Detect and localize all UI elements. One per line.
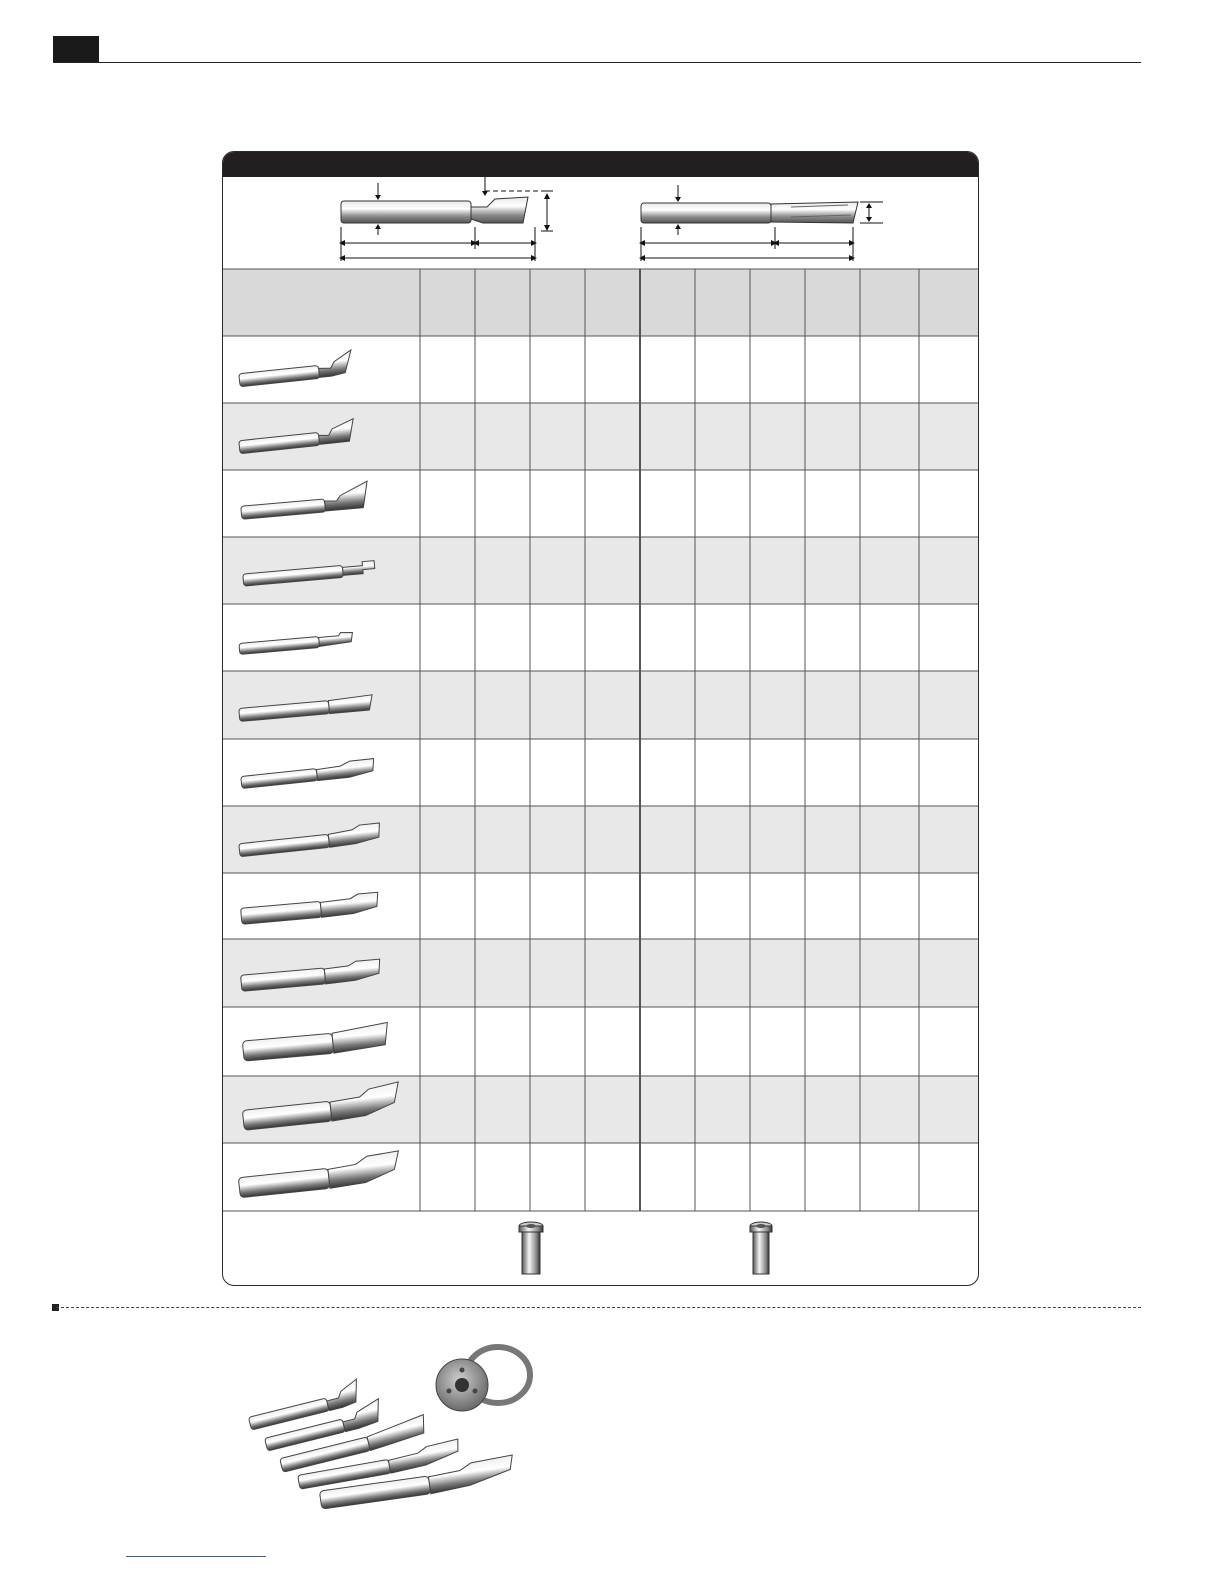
spiral-bit-icon [240, 759, 375, 789]
spiral-bit-icon [241, 1082, 401, 1130]
straight-bit-icon [243, 561, 376, 586]
straight-bit-icon [242, 1022, 390, 1061]
dovetail-bit-icon [238, 419, 356, 454]
spiral-bit-icon [237, 1151, 401, 1198]
router-bit-kit-icon [240, 1325, 540, 1510]
page-number-tab [53, 36, 99, 62]
spiral-bit-icon [240, 892, 379, 924]
bit-photo-column [223, 336, 420, 1211]
straight-bit-icon [639, 185, 883, 261]
spiral-bit-icon [240, 959, 381, 991]
footer-link-underline [126, 1556, 266, 1557]
dovetail-bit-icon [339, 177, 553, 261]
spiral-bit-icon [238, 823, 381, 857]
straight-bit-icon [239, 632, 354, 655]
dovetail-bit-icon [240, 481, 370, 519]
straight-bit-icon [239, 695, 374, 722]
router-bit-chart [222, 151, 979, 1286]
bit-dimension-diagrams [223, 177, 978, 269]
guide-bushing-icon [511, 1220, 551, 1278]
dashed-divider [56, 1307, 1141, 1308]
chart-title-bar [223, 152, 978, 177]
dovetail-bit-icon [238, 350, 354, 387]
guide-bushing-icon [741, 1220, 781, 1278]
table-header-row [223, 269, 978, 336]
header-rule [53, 62, 1141, 63]
